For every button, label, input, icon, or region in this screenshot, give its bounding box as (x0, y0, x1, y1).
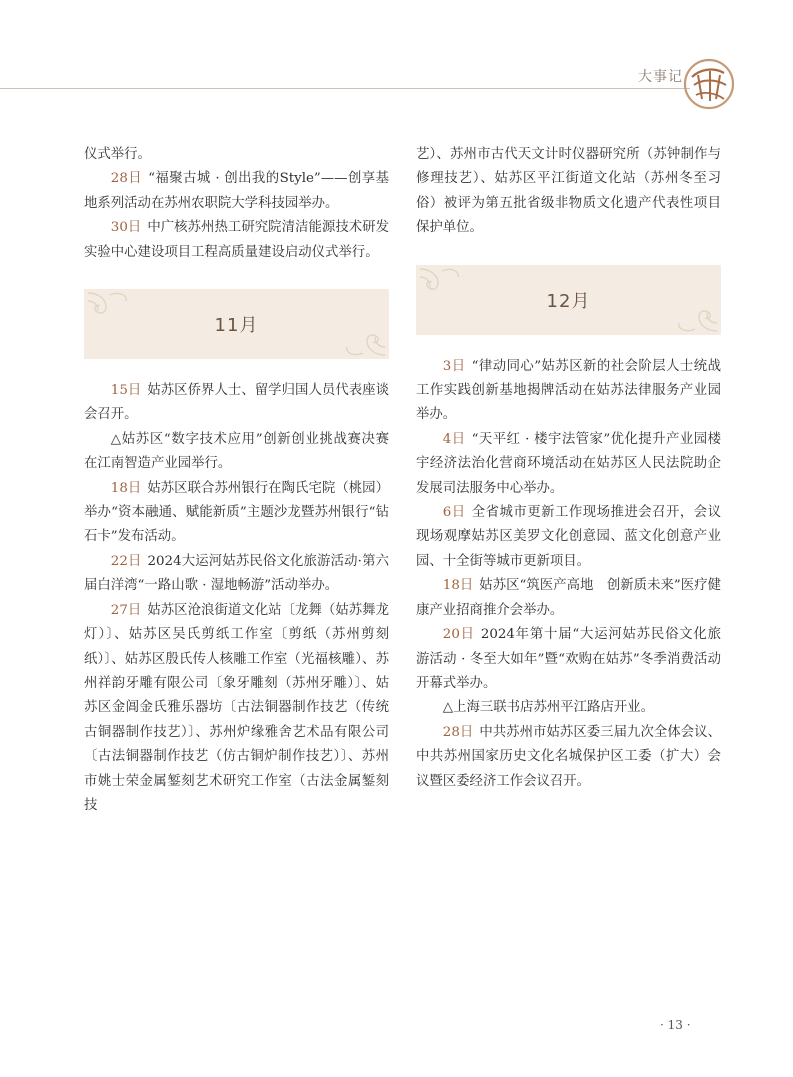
event-entry (416, 501, 721, 574)
event-entry (416, 623, 721, 696)
event-date: 4日 (442, 431, 466, 447)
event-date: 30日 (110, 220, 142, 236)
event-text: 艺）、苏州市古代天文计时仪器研究所（苏钟制作与修理技艺）、姑苏区平江街道文化站（苏州冬至习俗）被评为第五批省级非物质文化遗产代表性项目保护单位。 (416, 147, 721, 236)
event-entry (84, 550, 389, 599)
event-entry (84, 379, 389, 428)
event-text: 中广核苏州热工研究院清洁能源技术研发实验中心建设项目工程高质量建设启动仪式举行。 (84, 220, 389, 260)
event-date: 6日 (442, 505, 466, 521)
event-date: 18日 (110, 480, 142, 496)
event-text: 2024年第十届“大运河姑苏民俗文化旅游活动 · 冬至大如年”暨“欢购在姑苏”冬季消费活动开幕式举办。 (416, 627, 721, 691)
event-text: “律动同心”姑苏区新的社会阶层人士统战工作实践创新基地揭牌活动在姑苏法律服务产业园举办。 (416, 358, 721, 423)
event-entry (84, 599, 389, 819)
event-entry (416, 696, 721, 720)
event-date: 18日 (442, 578, 474, 594)
section-title: 大事记 (638, 69, 683, 85)
header-divider (0, 88, 690, 89)
left-entries (84, 379, 389, 818)
month-banner-november (84, 289, 389, 359)
event-date: 3日 (442, 358, 466, 374)
event-entry (84, 477, 389, 550)
event-entry (416, 428, 721, 501)
right-entries (416, 355, 721, 794)
event-text: 2024大运河姑苏民俗文化旅游活动·第六届白洋湾“一路山歌 · 湿地畅游”活动举办。 (84, 553, 389, 594)
event-entry (84, 143, 389, 167)
event-entry (84, 167, 389, 216)
event-date: 20日 (442, 627, 475, 643)
event-entry (84, 216, 389, 265)
event-entry (416, 355, 721, 428)
event-text: 全省城市更新工作现场推进会召开，会议现场观摩姑苏区美罗文化创意园、蓝文化创意产业园、十全街等城市更新项目。 (416, 505, 721, 569)
event-text: 姑苏区“筑医产高地 创新质未来”医疗健康产业招商推介会举办。 (416, 578, 721, 618)
event-text: “福聚古城 · 创出我的Style”——创享基地系列活动在苏州农职院大学科技园举办。 (84, 171, 389, 211)
left-intro-entries (84, 143, 389, 265)
event-date: 28日 (110, 171, 143, 187)
month-label: 11月 (214, 315, 259, 337)
event-date: 27日 (110, 602, 142, 618)
event-text: 中共苏州市姑苏区委三届九次全体会议、中共苏州国家历史文化名城保护区工委（扩大）会议暨区委经济工作会议召开。 (416, 724, 721, 789)
swirl-emblem-icon (680, 55, 738, 113)
event-entry (416, 143, 721, 241)
month-banner-december (416, 265, 721, 335)
right-intro-entries (416, 143, 721, 241)
event-text: 姑苏区侨界人士、留学归国人员代表座谈会召开。 (84, 383, 389, 423)
event-entry (84, 428, 389, 477)
left-column (84, 143, 389, 818)
event-entry (416, 721, 721, 794)
event-text: 姑苏区沧浪街道文化站〔龙舞（姑苏舞龙灯）〕、姑苏区吴氏剪纸工作室〔剪纸（苏州剪刻纸）〕、姑苏区殷氏传人核雕工作室（光福核雕）、苏州祥韵牙雕有限公司〔象牙雕刻（苏州牙雕）〕、姑苏区金阊金氏雅乐器坊〔古法铜器制作技艺（传统古铜器制作技艺）〕、苏州炉缘雅舍艺术品有限公司〔古法铜器制作技艺（仿古铜炉制作技艺）〕、苏州市姚士荣金属錾刻艺术研究工作室（古法金属錾刻技 (84, 602, 389, 813)
event-text: △上海三联书店苏州平江路店开业。 (442, 700, 654, 716)
event-date: 22日 (110, 553, 142, 569)
event-date: 28日 (442, 724, 474, 740)
event-text: △姑苏区“数字技术应用”创新创业挑战赛决赛在江南智造产业园举行。 (84, 431, 389, 472)
event-date: 15日 (110, 383, 142, 399)
event-text: “天平红 · 楼宇法管家”优化提升产业园楼宇经济法治化营商环境活动在姑苏区人民法院助企发展司法服务中心举办。 (416, 431, 721, 496)
event-entry (416, 574, 721, 623)
month-label: 12月 (546, 290, 591, 312)
page-number: · 13 · (660, 1018, 691, 1032)
event-text: 仪式举行。 (84, 147, 151, 162)
event-text: 姑苏区联合苏州银行在陶氏宅院（桃园）举办“资本融通、赋能新质”主题沙龙暨苏州银行“钻石卡”发布活动。 (84, 480, 389, 545)
right-column (416, 143, 721, 794)
